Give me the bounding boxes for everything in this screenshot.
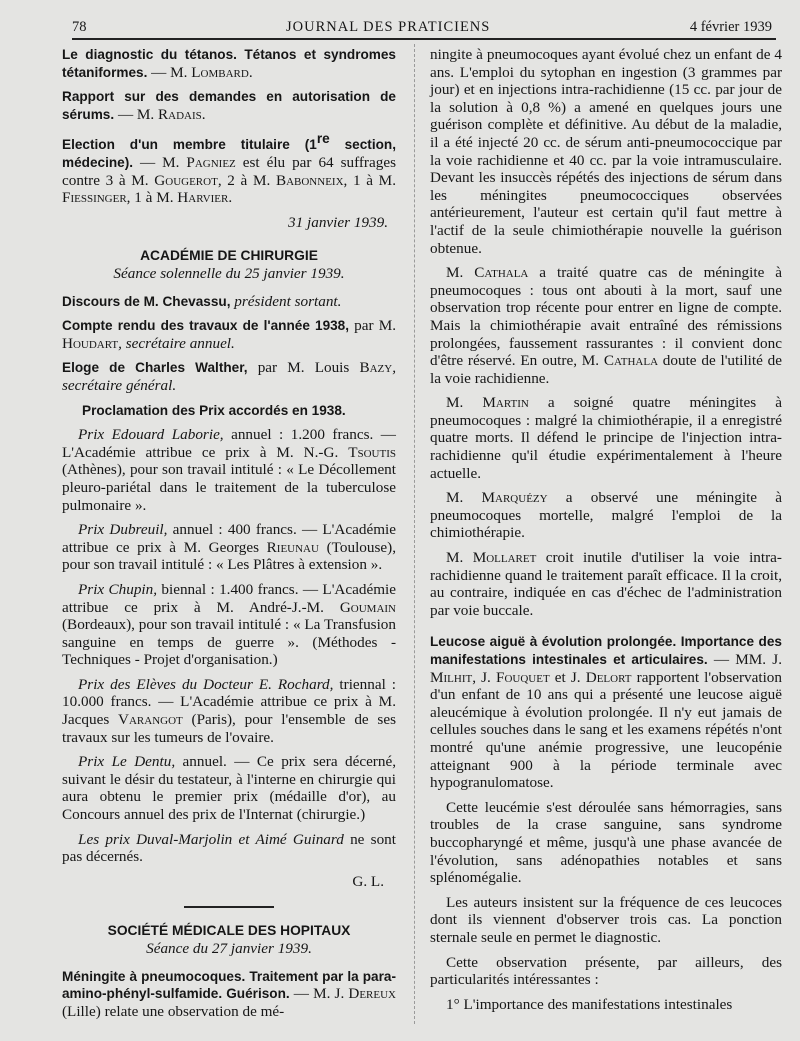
prix-chupin: Prix Chupin, biennal : 1.400 francs. — L'Académie attribue ce prix à M. André-J.-M. Goumain (Bordeaux), pour son travail intitulé : « La Transfusion sanguine en temps de guerre ». (Méthodes - Techniques - Projet d'organisation.)	[62, 580, 396, 669]
session-date: 31 janvier 1939.	[288, 213, 388, 231]
meningite-continued: ningite à pneumocoques ayant évolué chez un enfant de 4 ans. L'emploi du sytophan en ingestion (3 grammes par jour) et en injections intra-rachidienne (15 cc. par jour de la solution à 0,8 %) a amené en quelques jours une guérison complète et définitive. Au début de la maladie, il a été injecté 20 cc. de sérum anti-pneumococcique par la voie rachidienne et 40 cc. par la voie intramusculaire. Devant les insuccès répétés des injections de sérum dans les méningites pneumococciques observées antérieurement, l'auteur est certain qu'il faut mettre à l'actif de la seule chimiothérapie nouvelle la guérison obtenue.	[430, 46, 782, 257]
para-cathala: M. Cathala a traité quatre cas de méningite à pneumocoques : tous ont abouti à la mort, sauf une observation trop récente pour entrer en ligne de compte. Mais la chimiothérapie avait entraîné des rémissions prolongées, faussement rassurantes : il convient donc d'être réservé. En outre, M. Cathala doute de l'utilité de la voie rachidienne.	[430, 264, 782, 387]
section-subtitle-academie: Séance solennelle du 25 janvier 1939.	[113, 265, 345, 282]
prix-laborie: Prix Edouard Laborie, annuel : 1.200 francs. — L'Académie attribue ce prix à M. N.-G. Tsoutis (Athènes), pour son travail intitulé : « Le Décollement pleuro-pariétal dans le traitement de la tuberculose pulmonaire ».	[62, 426, 396, 514]
prix-rochard: Prix des Elèves du Docteur E. Rochard, triennal : 10.000 francs. — L'Académie attribue ce prix à M. Jacques Varangot (Paris), pour l'ensemble de ses travaux sur les tumeurs de l'ovaire.	[62, 675, 396, 746]
para-marquezy: M. Marquézy a observé une méningite à pneumocoques mortelle, malgré l'emploi de la chimiothérapie.	[430, 489, 782, 542]
para-martin: M. Martin a soigné quatre méningites à pneumocoques : malgré la chimiothérapie, il a enregistré quatre morts. Il défend le principe de l'injection intra-rachidienne qu'il étudie expérimentalement à l'heure actuelle.	[430, 394, 782, 482]
prix-le-dentu: Prix Le Dentu, annuel. — Ce prix sera décerné, suivant le désir du testateur, à l'interne en chirurgie qui aura obtenu le premier prix (médaille d'or), au Concours annuel des prix de l'Internat (chirurgie.)	[62, 753, 396, 824]
column-divider	[414, 44, 415, 1024]
item-tetanos: Le diagnostic du tétanos. Tétanos et syndromes tétaniformes. — M. Lombard.	[62, 47, 396, 81]
section-separator	[184, 906, 274, 908]
header-rule	[72, 38, 776, 40]
para-auteurs: Les auteurs insistent sur la fréquence de ces leucoces dont ils viennent d'observer trois cas. La ponction sternale seule en permet le diagnostic.	[430, 893, 782, 946]
item-leucose: Leucose aiguë à évolution prolongée. Importance des manifestations intestinales et articulaires. — MM. J. Milhit, J. Fouquet et J. Delort rapportent l'observation d'un enfant de 10 ans qui a présenté une leucose aiguë aleucémique à évolution prolongée. Il n'y eut jamais de cellules souches dans le sang et les examens répétés n'ont montré qu'une anémie progressive, une leucopénie atteignant 900 à la période terminale avec hypogranulomatose.	[430, 634, 782, 792]
para-mollaret: M. Mollaret croit inutile d'utiliser la voie intra-rachidienne quand le traitement paraît efficace. Il la croit, au contraire, indiquée en cas d'échec de l'administration par voie buccale.	[430, 549, 782, 619]
item-compte-rendu: Compte rendu des travaux de l'année 1938, par M. Houdart, secrétaire annuel.	[62, 317, 396, 352]
item-eloge: Eloge de Charles Walther, par M. Louis Bazy, secrétaire général.	[62, 359, 396, 394]
para-observation: Cette observation présente, par ailleurs, des particularités intéressantes :	[430, 953, 782, 989]
para-leucemie: Cette leucémie s'est déroulée sans hémorragies, sans troubles de la crase sanguine, sans syndrome buccopharyngé et même, jusqu'à une phase avancée de l'évolution, sans adénopathies notables et sans splénomégalie.	[430, 798, 782, 887]
left-column	[62, 46, 396, 1027]
section-title-societe: SOCIÉTÉ MÉDICALE DES HOPITAUX	[107, 923, 351, 939]
prix-dubreuil: Prix Dubreuil, annuel : 400 francs. — L'Académie attribue ce prix à M. Georges Rieunau (Toulouse), pour son travail intitulé : « Les Plâtres à extension ».	[62, 521, 396, 574]
section-subtitle-societe: Séance du 27 janvier 1939.	[146, 940, 312, 957]
para-point-1: 1° L'importance des manifestations intestinales	[446, 995, 733, 1013]
item-proclamation: Proclamation des Prix accordés en 1938.	[82, 402, 346, 418]
prix-non-decernes: Les prix Duval-Marjolin et Aimé Guinard ne sont pas décernés.	[62, 830, 396, 866]
item-serums: Rapport sur des demandes en autorisation de sérums. — M. Radais.	[62, 89, 396, 123]
signature: G. L.	[352, 872, 384, 890]
issue-date: 4 février 1939	[689, 19, 772, 35]
right-column	[430, 46, 782, 1020]
page-header	[72, 14, 772, 36]
page-number: 78	[72, 19, 87, 35]
item-meningite: Méningite à pneumocoques. Traitement par la para-amino-phényl-sulfamide. Guérison. — M. J. Dereux (Lille) relate une observation de mé-	[62, 968, 396, 1020]
item-discours: Discours de M. Chevassu, président sortant.	[62, 292, 342, 310]
item-election: Election d'un membre titulaire (1re section, médecine). — M. Pagniez est élu par 64 suffrages contre 3 à M. Gougerot, 2 à M. Babonneix, 1 à M. Fiessinger, 1 à M. Harvier.	[62, 131, 396, 207]
section-title-academie: ACADÉMIE DE CHIRURGIE	[140, 248, 318, 264]
journal-title: JOURNAL DES PRATICIENS	[286, 19, 491, 35]
